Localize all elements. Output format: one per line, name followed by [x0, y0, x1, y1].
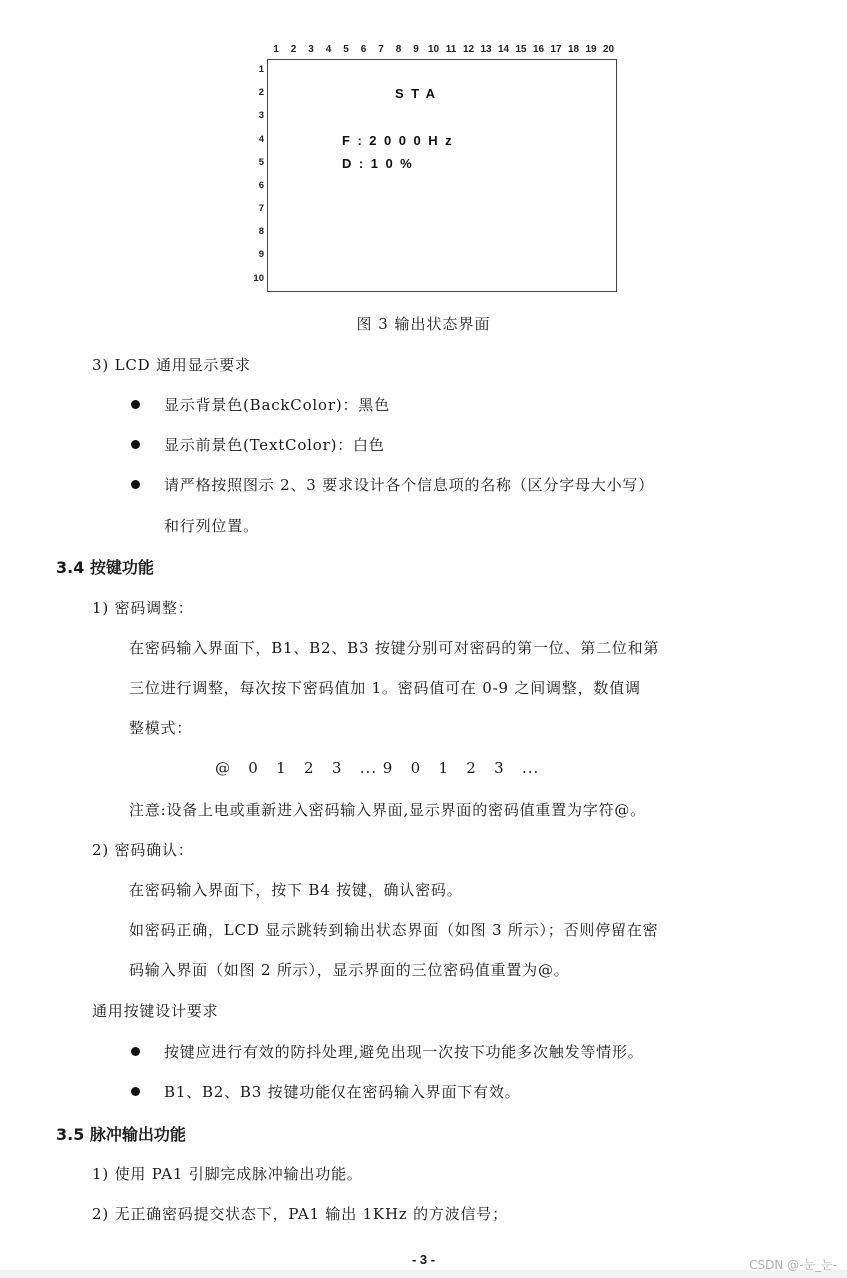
column-number: 17: [550, 44, 562, 55]
column-number: 5: [343, 44, 349, 55]
column-number: 2: [290, 44, 297, 55]
column-number: 8: [395, 44, 402, 55]
column-number: 6: [360, 44, 367, 55]
lcd-line-duty: D:10%: [342, 156, 420, 171]
password-sequence: @ 0 1 2 3 ... 9 0 1 2 3 ...: [215, 759, 540, 777]
bullet-text: 显示前景色(TextColor)：白色: [164, 436, 385, 454]
column-number: 15: [515, 44, 527, 55]
column-number: 1: [273, 44, 279, 55]
column-number: 18: [567, 44, 580, 55]
bullet-dot: [131, 400, 140, 409]
column-number: 11: [445, 44, 457, 55]
list-item-heading: 3) LCD 通用显示要求: [92, 356, 251, 374]
column-number: 10: [427, 44, 440, 55]
row-number: 3: [258, 110, 264, 121]
column-number: 4: [325, 44, 332, 55]
lcd-line-status: STA: [395, 86, 443, 101]
paragraph-line: 整模式：: [129, 719, 193, 737]
bullet-dot: [131, 480, 140, 489]
bullet-text-continuation: 和行列位置。: [164, 517, 259, 535]
paragraph-line: 如密码正确，LCD 显示跳转到输出状态界面（如图 3 所示）；否则停留在密: [129, 921, 659, 939]
row-number: 7: [258, 203, 264, 214]
column-number: 7: [378, 44, 384, 55]
bullet-dot: [131, 1087, 140, 1096]
page-number: - 3 -: [411, 1252, 436, 1267]
section-heading-3-5: 3.5 脉冲输出功能: [56, 1125, 186, 1144]
bullet-text: B1、B2、B3 按键功能仅在密码输入界面下有效。: [164, 1083, 521, 1101]
row-number: 5: [258, 157, 264, 168]
list-item: 1) 使用 PA1 引脚完成脉冲输出功能。: [92, 1165, 363, 1183]
row-number: 2: [258, 87, 264, 98]
bullet-text: 按键应进行有效的防抖处理,避免出现一次按下功能多次触发等情形。: [164, 1043, 644, 1061]
lcd-line-frequency: F:2000Hz: [342, 133, 460, 148]
paragraph-line: 码输入界面（如图 2 所示），显示界面的三位密码值重置为@。: [129, 961, 570, 979]
paragraph-line: 在密码输入界面下，B1、B2、B3 按键分别可对密码的第一位、第二位和第: [129, 639, 660, 657]
paragraph-line: 在密码输入界面下，按下 B4 按键，确认密码。: [129, 881, 463, 899]
row-number: 1: [258, 64, 264, 75]
column-number: 19: [585, 44, 597, 55]
row-number: 4: [258, 134, 264, 145]
list-item: 2) 无正确密码提交状态下，PA1 输出 1KHz 的方波信号；: [92, 1205, 508, 1223]
page-bottom-strip: [0, 1270, 847, 1278]
column-number: 13: [480, 44, 492, 55]
row-number: 6: [258, 180, 264, 191]
column-number: 12: [462, 44, 475, 55]
column-number: 3: [308, 44, 314, 55]
bullet-text: 请严格按照图示 2、3 要求设计各个信息项的名称（区分字母大小写）: [164, 476, 655, 494]
row-number: 10: [253, 273, 264, 284]
paragraph-line: 三位进行调整，每次按下密码值加 1。密码值可在 0-9 之间调整，数值调: [129, 679, 641, 697]
lcd-screen: [267, 59, 617, 292]
bullet-dot: [131, 1047, 140, 1056]
figure-caption: 图 3 输出状态界面: [356, 315, 491, 333]
column-number: 20: [602, 44, 615, 55]
lcd-column-numbers: [267, 44, 617, 58]
bullet-dot: [131, 440, 140, 449]
watermark: CSDN @-눈_눈-: [749, 1258, 837, 1272]
section-heading-3-4: 3.4 按键功能: [56, 558, 154, 577]
row-number: 8: [258, 226, 264, 237]
bullet-text: 显示背景色(BackColor)：黑色: [164, 396, 390, 414]
subsection-title: 通用按键设计要求: [92, 1002, 219, 1020]
note-line: 注意:设备上电或重新进入密码输入界面,显示界面的密码值重置为字符@。: [129, 801, 647, 819]
row-number: 9: [258, 249, 264, 260]
list-item-label: 1) 密码调整：: [92, 599, 194, 617]
lcd-row-numbers: [242, 59, 264, 291]
list-item-label: 2) 密码确认：: [92, 841, 194, 859]
column-number: 9: [413, 44, 419, 55]
column-number: 14: [497, 44, 510, 55]
column-number: 16: [532, 44, 545, 55]
